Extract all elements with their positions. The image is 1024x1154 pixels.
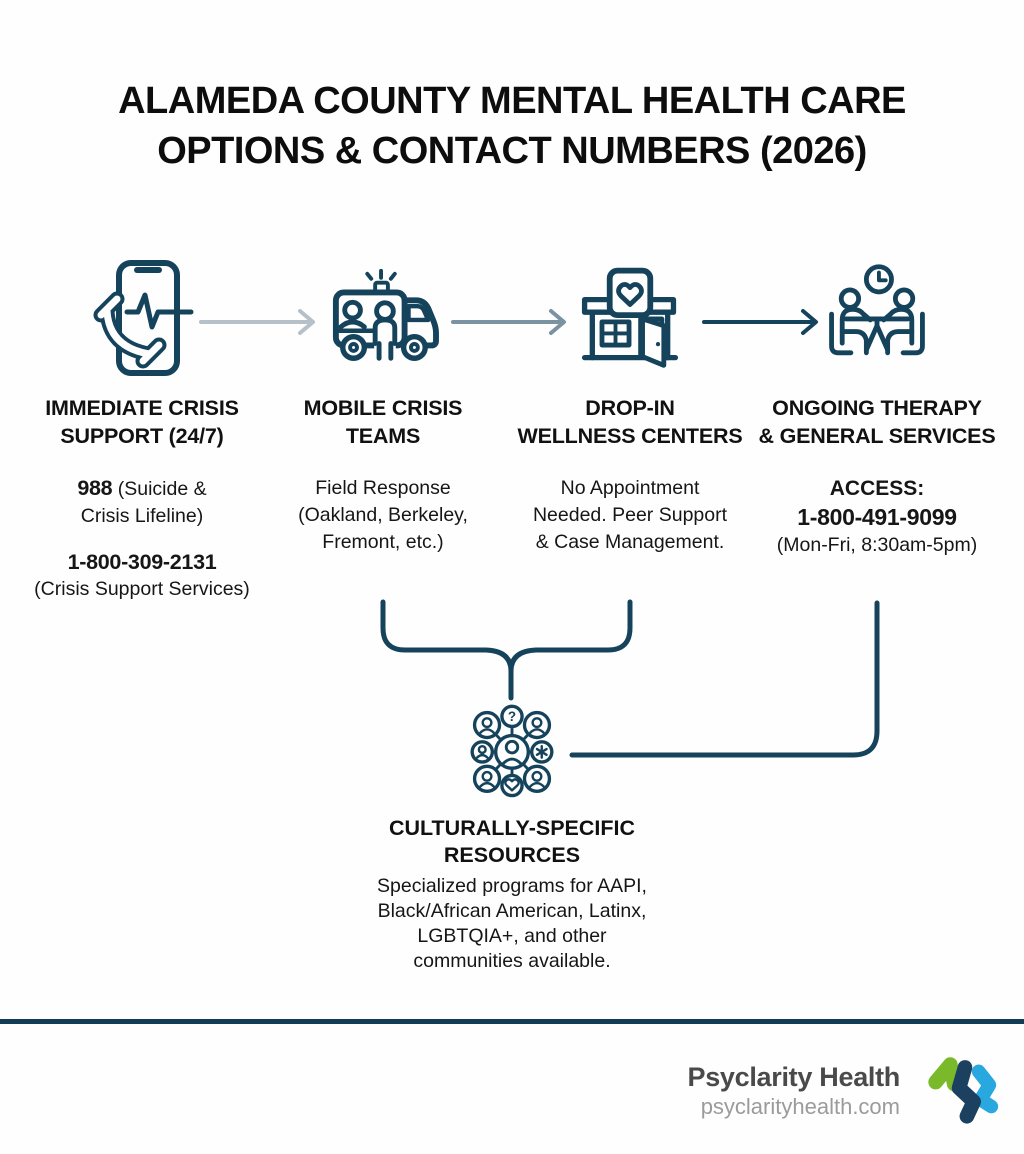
footer-divider bbox=[0, 1019, 1024, 1024]
lifeline-label-2: Crisis Lifeline) bbox=[80, 505, 204, 527]
central-body-line3: LGBTQIA+, and other bbox=[417, 925, 607, 947]
step2-title-line2: TEAMS bbox=[345, 424, 421, 448]
crisis-phone-icon bbox=[87, 252, 197, 384]
flow-step-mobile-crisis bbox=[258, 252, 508, 556]
central-title-line2: RESOURCES bbox=[443, 843, 581, 867]
footer-branding bbox=[687, 1062, 900, 1120]
support-label: (Crisis Support Services) bbox=[34, 578, 250, 600]
step1-title-line1: IMMEDIATE CRISIS bbox=[45, 396, 239, 420]
step2-title-line1: MOBILE CRISIS bbox=[303, 396, 463, 420]
brand-website: psyclarityhealth.com bbox=[700, 1094, 900, 1119]
flow-step-dropin-wellness bbox=[505, 252, 755, 556]
central-node-culturally-specific bbox=[362, 700, 662, 974]
step2-body-line1: Field Response bbox=[315, 477, 451, 499]
therapy-session-icon bbox=[819, 252, 935, 384]
svg-text:?: ? bbox=[507, 709, 517, 725]
step4-title-line2: & GENERAL SERVICES bbox=[758, 424, 996, 448]
crisis-lifeline-number bbox=[34, 475, 250, 530]
mobile-crisis-van-icon bbox=[322, 252, 444, 384]
step1-title-line2: SUPPORT (24/7) bbox=[60, 424, 224, 448]
central-body bbox=[377, 874, 647, 974]
psyclarity-logo-icon bbox=[922, 1044, 1004, 1133]
step-title bbox=[304, 394, 463, 450]
central-title bbox=[389, 815, 635, 869]
step3-title-line2: WELLNESS CENTERS bbox=[517, 424, 743, 448]
step3-title-line1: DROP-IN bbox=[585, 396, 675, 420]
lifeline-988: 988 bbox=[77, 476, 113, 500]
central-body-line2: Black/African American, Latinx, bbox=[377, 900, 647, 922]
step-body bbox=[298, 475, 468, 556]
step3-body-line2: Needed. Peer Support bbox=[532, 504, 728, 526]
step-title bbox=[518, 394, 743, 450]
page-title-line1: ALAMEDA COUNTY MENTAL HEALTH CARE bbox=[118, 80, 906, 122]
page-title-line2: OPTIONS & CONTACT NUMBERS (2026) bbox=[157, 130, 867, 172]
flow-step-immediate-crisis bbox=[17, 252, 267, 603]
flow-step-ongoing-therapy bbox=[752, 252, 1002, 559]
support-phone: 1-800-309-2131 bbox=[67, 550, 217, 574]
step2-body-line2: (Oakland, Berkeley, bbox=[298, 504, 468, 526]
step-title bbox=[759, 394, 996, 450]
central-body-line4: communities available. bbox=[413, 950, 611, 972]
step-body bbox=[34, 475, 250, 603]
bracket-connector bbox=[383, 602, 630, 698]
central-body-line1: Specialized programs for AAPI, bbox=[377, 875, 647, 897]
step-title bbox=[45, 394, 239, 450]
page-title bbox=[0, 76, 1024, 176]
access-phone: 1-800-491-9099 bbox=[797, 504, 957, 530]
access-hours: (Mon-Fri, 8:30am-5pm) bbox=[776, 534, 978, 556]
step3-body-line1: No Appointment bbox=[560, 477, 700, 499]
step4-title-line1: ONGOING THERAPY bbox=[772, 396, 982, 420]
step2-body-line3: Fremont, etc.) bbox=[322, 531, 444, 553]
central-title-line1: CULTURALLY-SPECIFIC bbox=[388, 816, 636, 840]
step-body bbox=[777, 475, 977, 559]
lifeline-label-1: (Suicide & bbox=[112, 478, 207, 500]
step3-body-line3: & Case Management. bbox=[535, 531, 725, 553]
step-body bbox=[533, 475, 727, 556]
community-network-icon bbox=[464, 700, 560, 805]
access-label: ACCESS: bbox=[829, 477, 925, 500]
wellness-center-building-icon bbox=[573, 252, 687, 384]
brand-name: Psyclarity Health bbox=[687, 1062, 900, 1092]
crisis-support-number bbox=[34, 549, 250, 603]
